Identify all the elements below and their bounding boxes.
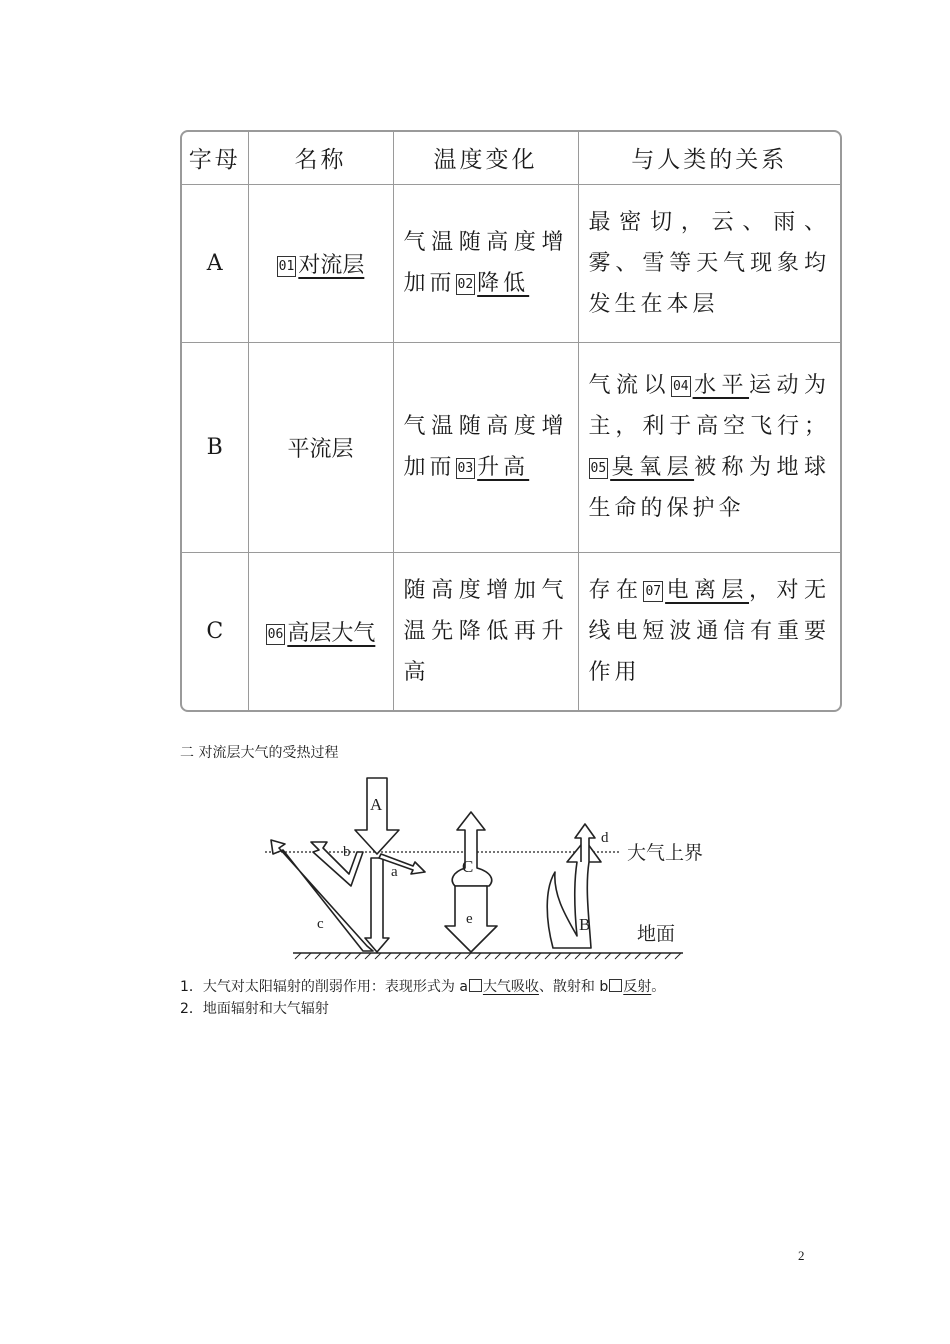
item-1-blank-2: 反射 bbox=[623, 979, 652, 995]
label-a: a bbox=[391, 864, 398, 880]
label-c: c bbox=[317, 916, 324, 932]
atmosphere-layers-table bbox=[180, 130, 842, 712]
row-b-temperature bbox=[393, 342, 578, 552]
row-a-temperature bbox=[393, 184, 578, 342]
arrow-ground-radiation-B bbox=[547, 840, 601, 948]
label-A: A bbox=[370, 795, 383, 814]
header-temperature: 温度变化 bbox=[393, 132, 578, 184]
section-2-title: 二 对流层大气的受热过程 bbox=[180, 745, 339, 761]
row-a-name-text: 对流层 bbox=[298, 252, 365, 278]
arrow-reflection-b bbox=[311, 842, 363, 886]
row-b-rel-answer-1: 水平 bbox=[692, 373, 750, 398]
page-number: 2 bbox=[798, 1248, 805, 1263]
item-2: 2．地面辐射和大气辐射 bbox=[180, 1001, 329, 1017]
row-a-temp-blank bbox=[456, 271, 530, 296]
label-d: d bbox=[601, 830, 609, 846]
label-B: B bbox=[579, 915, 591, 934]
row-c-rel-answer: 电离层 bbox=[665, 577, 750, 603]
row-a-temp-text: 气温随高度增加而 bbox=[403, 230, 568, 296]
row-c-rel-text-b: ，对无线电短波通信有重要作用 bbox=[588, 577, 830, 685]
blank-number-06: 06 bbox=[266, 624, 286, 645]
item-1-text-pre: 1．大气对太阳辐射的削弱作用：表现形式为 a bbox=[180, 979, 468, 995]
item-1-text-mid: 、散射和 b bbox=[538, 979, 609, 995]
item-1-text-post: 。 bbox=[651, 979, 666, 995]
table-row-a bbox=[182, 184, 840, 342]
header-relation: 与人类的关系 bbox=[578, 132, 840, 184]
label-upper-boundary: 大气上界 bbox=[627, 842, 704, 864]
row-b-relation bbox=[578, 342, 840, 552]
row-b-name: 平流层 bbox=[248, 342, 393, 552]
item-1-blank-1: 大气吸收 bbox=[482, 979, 539, 995]
row-c-rel-text-a: 存在 bbox=[588, 577, 644, 603]
row-c-name bbox=[248, 552, 393, 710]
row-c-rel-blank bbox=[643, 578, 749, 603]
row-b-rel-blank-2 bbox=[589, 455, 695, 480]
blank-box-icon bbox=[609, 979, 622, 992]
table-header-row bbox=[182, 132, 840, 184]
blank-number-03: 03 bbox=[456, 458, 476, 479]
arrow-atmosphere-up bbox=[457, 812, 485, 852]
row-c-letter: C bbox=[182, 552, 248, 710]
row-a-relation: 最密切，云、雨、雾、雪等天气现象均发生在本层 bbox=[578, 184, 840, 342]
label-e: e bbox=[466, 911, 473, 927]
row-b-rel-text-c: 被称为地球生命的保护伞 bbox=[588, 455, 830, 521]
blank-box-icon bbox=[469, 979, 482, 992]
row-c-relation bbox=[578, 552, 840, 710]
blank-number-05: 05 bbox=[589, 458, 609, 479]
label-ground: 地面 bbox=[637, 923, 676, 945]
blank-number-01: 01 bbox=[277, 256, 297, 277]
label-C: C bbox=[462, 857, 474, 876]
blank-number-07: 07 bbox=[643, 581, 663, 602]
row-b-temp-text: 气温随高度增加而 bbox=[403, 414, 568, 480]
label-b: b bbox=[343, 844, 351, 860]
row-b-rel-text-b: 运动为主，利于高空飞行； bbox=[588, 373, 830, 439]
row-c-temperature: 随高度增加气温先降低再升高 bbox=[393, 552, 578, 710]
row-c-name-text: 高层大气 bbox=[287, 620, 376, 646]
row-a-name-blank bbox=[277, 253, 365, 278]
blank-number-02: 02 bbox=[456, 274, 476, 295]
arrow-to-ground bbox=[365, 858, 389, 952]
table-row-c bbox=[182, 552, 840, 710]
row-a-name bbox=[248, 184, 393, 342]
table-row-b bbox=[182, 342, 840, 552]
atmosphere-heating-diagram bbox=[255, 768, 715, 968]
row-b-temp-answer: 升高 bbox=[477, 455, 530, 480]
item-1 bbox=[180, 977, 665, 997]
row-b-letter: B bbox=[182, 342, 248, 552]
row-b-rel-text-a: 气流以 bbox=[588, 373, 671, 398]
header-name: 名称 bbox=[248, 132, 393, 184]
row-c-name-blank bbox=[266, 621, 376, 646]
row-b-rel-blank-1 bbox=[671, 373, 749, 398]
ground-hatching bbox=[295, 953, 681, 959]
arrow-solar-radiation-A bbox=[355, 778, 399, 854]
row-a-letter: A bbox=[182, 184, 248, 342]
arrow-scattering-a bbox=[379, 854, 425, 874]
row-b-rel-answer-2: 臭氧层 bbox=[610, 455, 695, 480]
header-letter: 字母 bbox=[182, 132, 248, 184]
row-b-temp-blank bbox=[456, 455, 530, 480]
blank-number-04: 04 bbox=[671, 376, 691, 397]
row-a-temp-answer: 降低 bbox=[477, 271, 530, 296]
